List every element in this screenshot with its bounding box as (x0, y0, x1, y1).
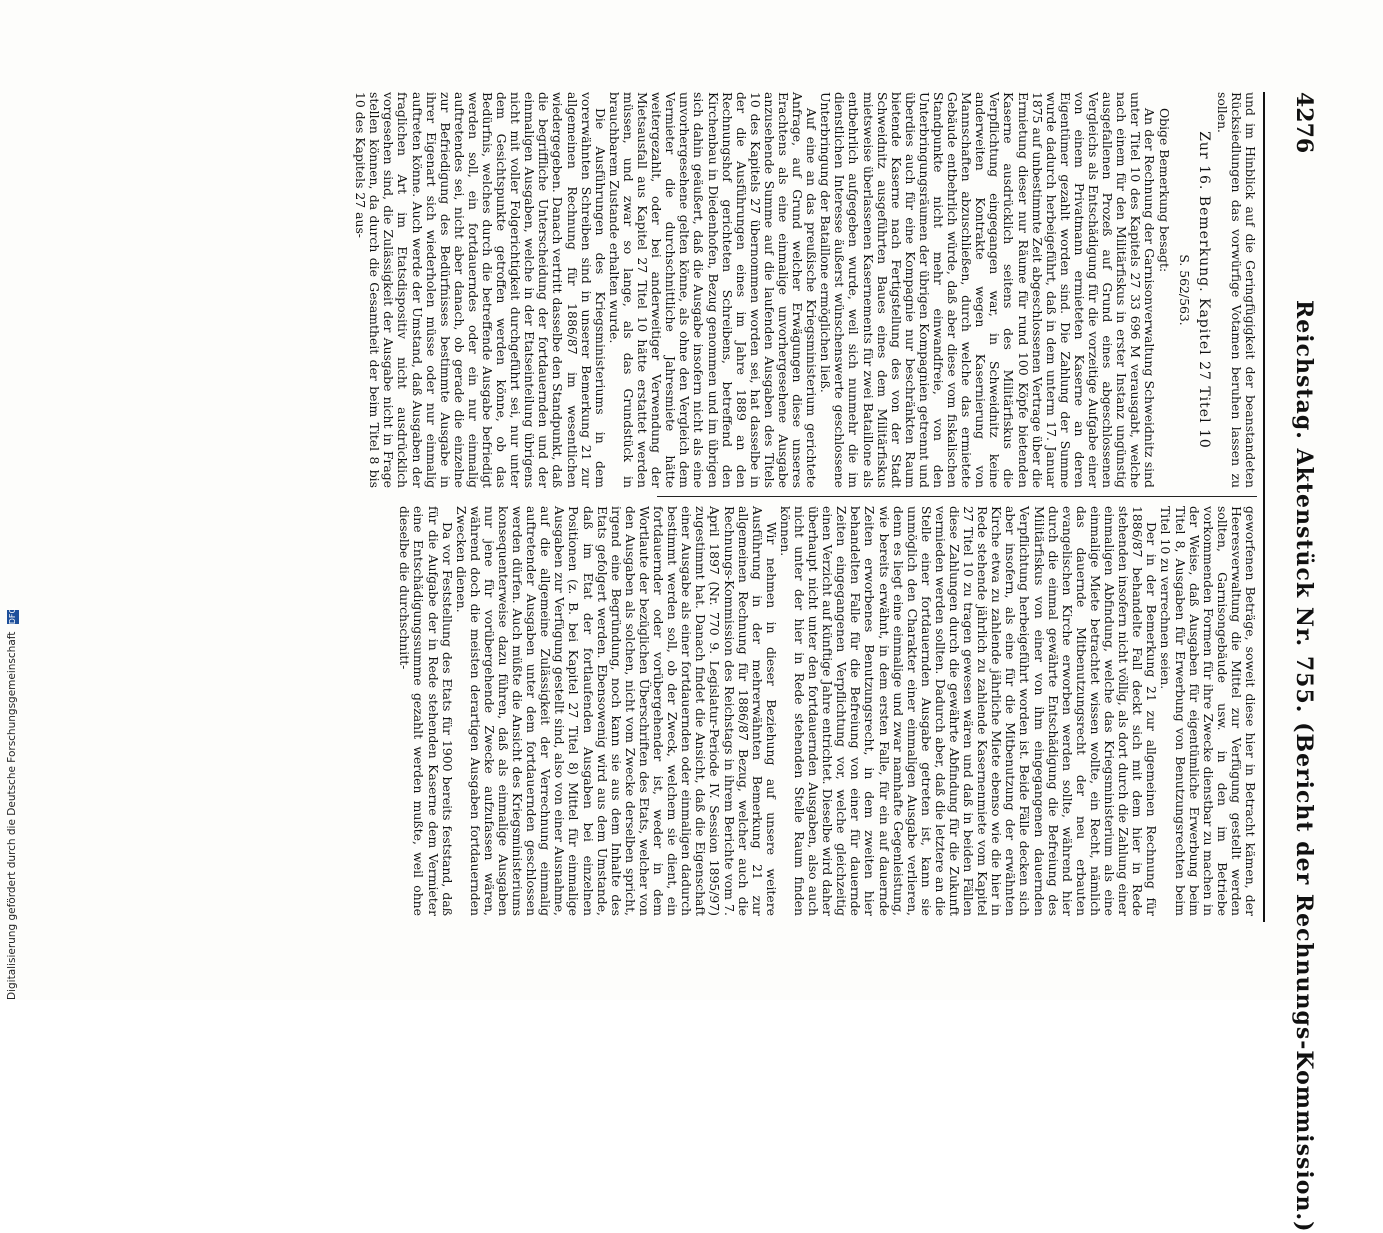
column-divider (657, 496, 1257, 497)
section-heading-sub: S. 562/563. (1176, 254, 1192, 326)
right-paragraph-4: Da vor Feststellung des Etats für 1900 bereits feststand, daß für die Aufgabe der in Rede stehenden Kaserne dem Vermieter eine Entschädigungssumme gezahlt werden mußte, weil ohne dieselbe die durchschnitt- (397, 506, 455, 916)
left-paragraph-3: An der Rechnung der Garnisonverwaltung Schweidnitz sind unter Titel 10 des Kapitels 27 33 696 M verausgabt, welche nach einem für den Militärfiskus in erster Instanz ungünstig ausgefallenen Prozeß auf Grund eines abgeschlossenen Vergleichs als Entschädigung für die vorzeitige Aufgabe einer von einem Privatmann ermieteten Kaserne an deren Eigentümer gezahlt worden sind. Die Zahlung der Summe wurde dadurch herbeigeführt, daß in dem unterm 17. Januar 1875 auf unbestimmte Zeit abgeschlossenen Vertrage über die Ermietung dieser nur Räume für rund 100 Köpfe bietenden Kaserne ausdrücklich seitens des Militärfiskus die Verpflichtung eingegangen war, in Schweidnitz keine anderweiten Kontrakte wegen Kasernierung von Mannschaften abzuschließen, durch welche das ermietete Gebäude entbehrlich würde, daß aber diese vom fiskalischen Standpunkte nicht mehr einwandfreie, von den Unterbringungsräumen der übrigen Kompagnien getrennt und überdies auch für eine Kompagnie nur beschränkten Raum bietende Kaserne nach Fertigstellung des von der Stadt Schweidnitz ausgeführten Baues eines dem Militärfiskus mietsweise überlassenen Kasernements für zwei Bataillone als entbehrlich aufgegeben wurde, weil sich nunmehr die im dienstlichen Interesse äußerst wünschenswerte geschlossene Unterbringung der Bataillone ermöglichen ließ. (818, 92, 1158, 488)
right-column (397, 506, 1257, 916)
left-paragraph-5: Die Ausführungen des Kriegsministeriums in dem vorerwähnten Schreiben sind in unserer Bemerkung 21 zur allgemeinen Rechnung für 1886/87 im wesentlichen wiedergegeben. Danach vertritt dasselbe den Standpunkt, daß die begriffliche Unterscheidung der fortdauernden und der einmaligen Ausgaben, welche in der Etatseinteilung übrigens nicht mit voller Folgerichtigkeit durchgeführt sei, nur unter dem Gesichtspunkte getroffen werden könne, ob das Bedürfnis, welches durch die betreffende Ausgabe befriedigt werden soll, ein fortdauerndes oder ein nur einmalig auftretendes sei, nicht aber danach, ob gerade die einzelne zur Befriedigung des Bedürfnisses bestimmte Ausgabe in ihrer Eigenart sich wiederholen müsse oder nur einmalig auftreten könne. Auch werde der Umstand, daß Ausgaben der fraglichen Art im Etatsdispositiv nicht ausdrücklich vorgesehen sind, die Zulässigkeit der Ausgabe nicht in Frage stellen können, da durch die Gesamtheit der beim Titel 8 bis 10 des Kapitels 27 aus- (353, 92, 608, 488)
page-number: 4276 (1291, 92, 1317, 154)
footer-credit-text: Digitalisierung gefördert durch die Deutsche Forschungsgemeinschaft (6, 631, 18, 1000)
right-paragraph-3: Wir nehmen in dieser Beziehung auf unsere weitere Ausführung in der mehrerwähnten Bemerkung 21 zur allgemeinen Rechnung für 1886/87 Bezug, welcher auch die Rechnungs-Kommission des Reichstags in ihrem Berichte vom 7. April 1897 (Nr. 770 9. Legislatur-Periode IV. Session 1895/97) zugestimmt hat. Danach findet die Ansicht, daß die Eigenschaft einer Ausgabe als einer fortdauernden oder einmaligen dadurch bestimmt werden soll, ob der Zweck, welchem sie dient, ein fortdauernder oder vorübergehender ist, weder in dem Wortlaute der bezüglichen Überschriften des Etats, welcher von den Ausgaben als solchen, nicht vom Zwecke derselben spricht, irgend eine Begründung, noch kann sie aus dem Inhalte des Etats gefolgert werden. Ebensowenig wird aus dem Umstande, daß im Etat der fortlaufenden Ausgaben bei einzelnen Positionen (z. B. bei Kapitel 27 Titel 8) Mittel für einmalige Ausgaben zur Verfügung gestellt sind, also von einer Ausnahme, auf die allgemeine Zulässigkeit der Verrechnung einmalig auftretender Ausgaben unter dem fortdauernden geschlossen werden dürfen. Auch müßte die Ansicht des Kriegsministeriums konsequenterweise dazu führen, daß als einmalige Ausgaben nur jene für vorübergehende Zwecke aufzufassen wären, während doch die meisten derartigen Ausgaben fortdauernden Zwecken dienen. (453, 506, 779, 916)
footer-credit (6, 0, 19, 1000)
left-paragraph-2: Obige Bemerkung besagt: (1156, 108, 1172, 273)
running-title: Reichstag. Aktenstück Nr. 755. (Bericht der Rechnungs-Kommission.) (1291, 300, 1317, 1233)
left-paragraph-4: Auf eine an das preußische Kriegsministerium gerichtete Anfrage, auf Grund welcher Erwägungen diese unseres Erachtens als eine einmalige unvorhergesehene Ausgabe anzusehende Summe auf die laufenden Ausgaben des Titels 10 des Kapitels 27 übernommen worden sei, hat dasselbe in der die Ausführungen eines im Jahre 1889 an den Rechnungshof gerichteten Schreibens, betreffend den Kirchenbau in Diedenhofen, Bezug genommen und im übrigen sich dahin geäußert, daß die Ausgabe insofern nicht als eine unvorhergesehene gelten könne, als ohne den Vergleich dem Vermieter die durchschnittliche Jahresmiete hätte weitergezahlt, oder bei anderweitiger Verwendung der Mietsausfall aus Kapitel 27 Titel 10 hätte erstattet werden müssen, und zwar so lange, als das Grundstück in brauchbarem Zustande erhalten wurde. (606, 92, 820, 488)
left-column (353, 92, 1257, 488)
section-heading: Zur 16. Bemerkung. Kapitel 27 Titel 10 (1195, 131, 1212, 449)
right-paragraph-1: geworfenen Beträge, soweit diese hier in Betracht kämen, der Heeresverwaltung die Mittel zur Verfügung gestellt werden sollten, Garnisongebäude usw. in den im Betriebe vorkommenden Formen für ihre Zwecke dienstbar zu machen in der Weise, daß Ausgaben für eigentümliche Erwerbung beim Titel 8, Ausgaben für Erwerbung von Benutzungsrechten beim Titel 10 zu verrechnen seien. (1158, 506, 1258, 916)
left-paragraph-1: und im Hinblick auf die Geringfügigkeit der beanstandeten Rücksiedlungen das vorwürfige Votamen beruhen lassen zu sollen. (1214, 92, 1258, 488)
right-paragraph-2: Der in der Bemerkung 21 zur allgemeinen Rechnung für 1886/87 behandelte Fall deckt sich mit dem hier in Rede stehenden insofern nicht völlig, als dort durch die Zahlung einer einmaligen Abfindung, welche das Kriegsministerium als eine einmalige Miete betrachtet wissen wollte, ein Recht, nämlich das dauernde Mitbenutzungsrecht der neu erbauten evangelischen Kirche erworben werden sollte, während hier durch die einmal gewährte Entschädigung die Befreiung des Militärfiskus von einer von ihm eingegangenen dauernden Verpflichtung herbeigeführt worden ist. Beide Fälle decken sich aber insofern, als eine für die Mitbenutzung der erwähnten Kirche etwa zu zahlende jährliche Miete ebenso wie die hier in Rede stehende jährlich zu zahlende Kasernenmiete vom Kapitel 27 Titel 10 zu tragen gewesen wären und daß in beiden Fällen diese Zahlungen durch die gewährte Abfindung für die Zukunft vermieden werden sollten. Dadurch aber, daß die letztere an die Stelle einer fortdauernden Ausgabe getreten ist, kann sie unmöglich den Charakter einer einmaligen Ausgabe verlieren, denn es liegt eine einmalige und zwar namhafte Gegenleistung, wie bereits erwähnt, in dem ersten Falle, für ein auf dauernde Zeiten erworbenes Benutzungsrecht, in dem zweiten hier behandelten Falle für die Befreiung von einer für dauernde Zeiten eingegangenen Verpflichtung vor, welche gleichzeitig einen Verzicht auf künftige Jahre entrichtet. Dieselbe wird daher überhaupt nicht unter den fortdauernden Ausgaben, also auch nicht unter der hier in Rede stehenden Stelle Raum finden können. (777, 506, 1160, 916)
header-rule (1263, 92, 1265, 922)
page-header (1291, 0, 1383, 1233)
footer-strip (6, 0, 26, 1000)
dfg-logo-icon: DFG (8, 607, 17, 625)
